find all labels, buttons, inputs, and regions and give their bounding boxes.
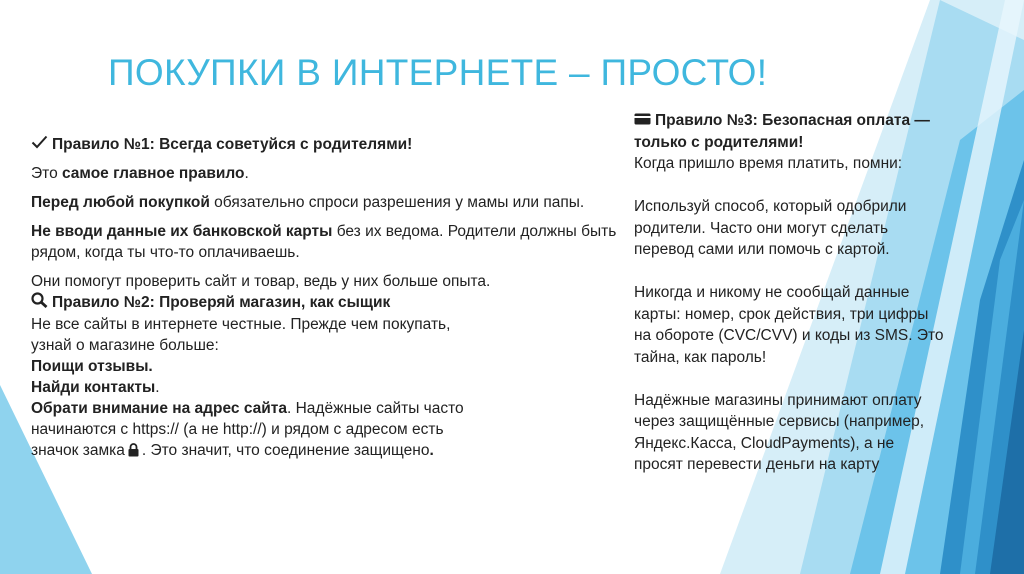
rule1-paragraph-4: Они помогут проверить сайт и товар, ведь у них больше опыта. [31,273,491,291]
r2-bold3: Обрати внимание на адрес сайта [31,400,287,418]
r2-line5-pre: значок замка [31,442,125,460]
p2-rest: обязательно спроси разрешения у мамы или папы. [209,194,585,212]
r2-rest3: . Надёжные сайты часто [287,400,464,418]
rule2-heading [31,292,621,314]
rule2-title: Правило №2: Проверяй магазин, как сыщик [52,294,391,312]
r2-bold2: Найди контакты [31,379,156,397]
credit-card-icon [634,110,651,132]
p1-pre: Это [31,165,62,183]
rule3-paragraph-1: Когда пришло время платить, помни: [634,155,903,173]
slide-title: ПОКУПКИ В ИНТЕРНЕТЕ – ПРОСТО! [108,52,768,93]
r2-line5-post: . Это значит, что соединение защищено [141,442,430,460]
spacer [634,175,944,197]
rule1-paragraph-2 [31,192,621,213]
spacer [634,261,944,283]
p1-bold: самое главное правило [62,165,245,183]
rule3-paragraph-3: Никогда и никому не сообщай данные карты: номер, срок действия, три цифры на обороте (CVC/CVV) и коды из SMS. Это тайна, как пароль! [634,284,944,366]
rule2-line-4: начинаются с https:// (а не http://) и рядом с адресом есть [31,421,444,439]
magnifier-icon [31,292,48,314]
rule2-bold-1: Поищи отзывы. [31,358,153,376]
p3-rest: без их ведома. Родители должны быть рядом, когда ты что-то оплачиваешь. [31,223,617,262]
p2-bold: Перед любой покупкой [31,194,210,212]
check-mark-icon [31,134,48,155]
rule1-paragraph-1 [31,163,621,184]
lock-icon [128,442,139,463]
rule2-bold-2-line [31,377,621,398]
rule2-line-5 [31,440,621,463]
rule1-title: Правило №1: Всегда советуйся с родителями! [52,136,413,153]
rule2-line-2: узнай о магазине больше: [31,337,219,355]
right-column [634,110,944,476]
left-column [31,134,621,463]
rule3-title: Правило №3: Безопасная оплата — только с родителями! [634,112,930,151]
rule1-heading [31,134,621,155]
rule3-paragraph-4: Надёжные магазины принимают оплату через защищённые сервисы (например, Яндекс.Касса, CloudPayments), а не просят перевести деньги на карту [634,391,925,474]
rule2-bold-3-line [31,398,621,419]
rule3-paragraph-2: Используй способ, который одобрили родители. Часто они могут сделать перевод сами или помочь с картой. [634,198,907,259]
r2-bold2-dot: . [155,379,160,397]
p3-bold: Не вводи данные их банковской карты [31,223,333,241]
rule2-line-1: Не все сайты в интернете честные. Прежде чем покупать, [31,316,451,334]
rule1-paragraph-3 [31,221,621,263]
spacer [634,368,944,390]
p1-post: . [244,165,249,183]
rule3-heading [634,110,944,153]
r2-line5-dot: . [429,442,434,460]
